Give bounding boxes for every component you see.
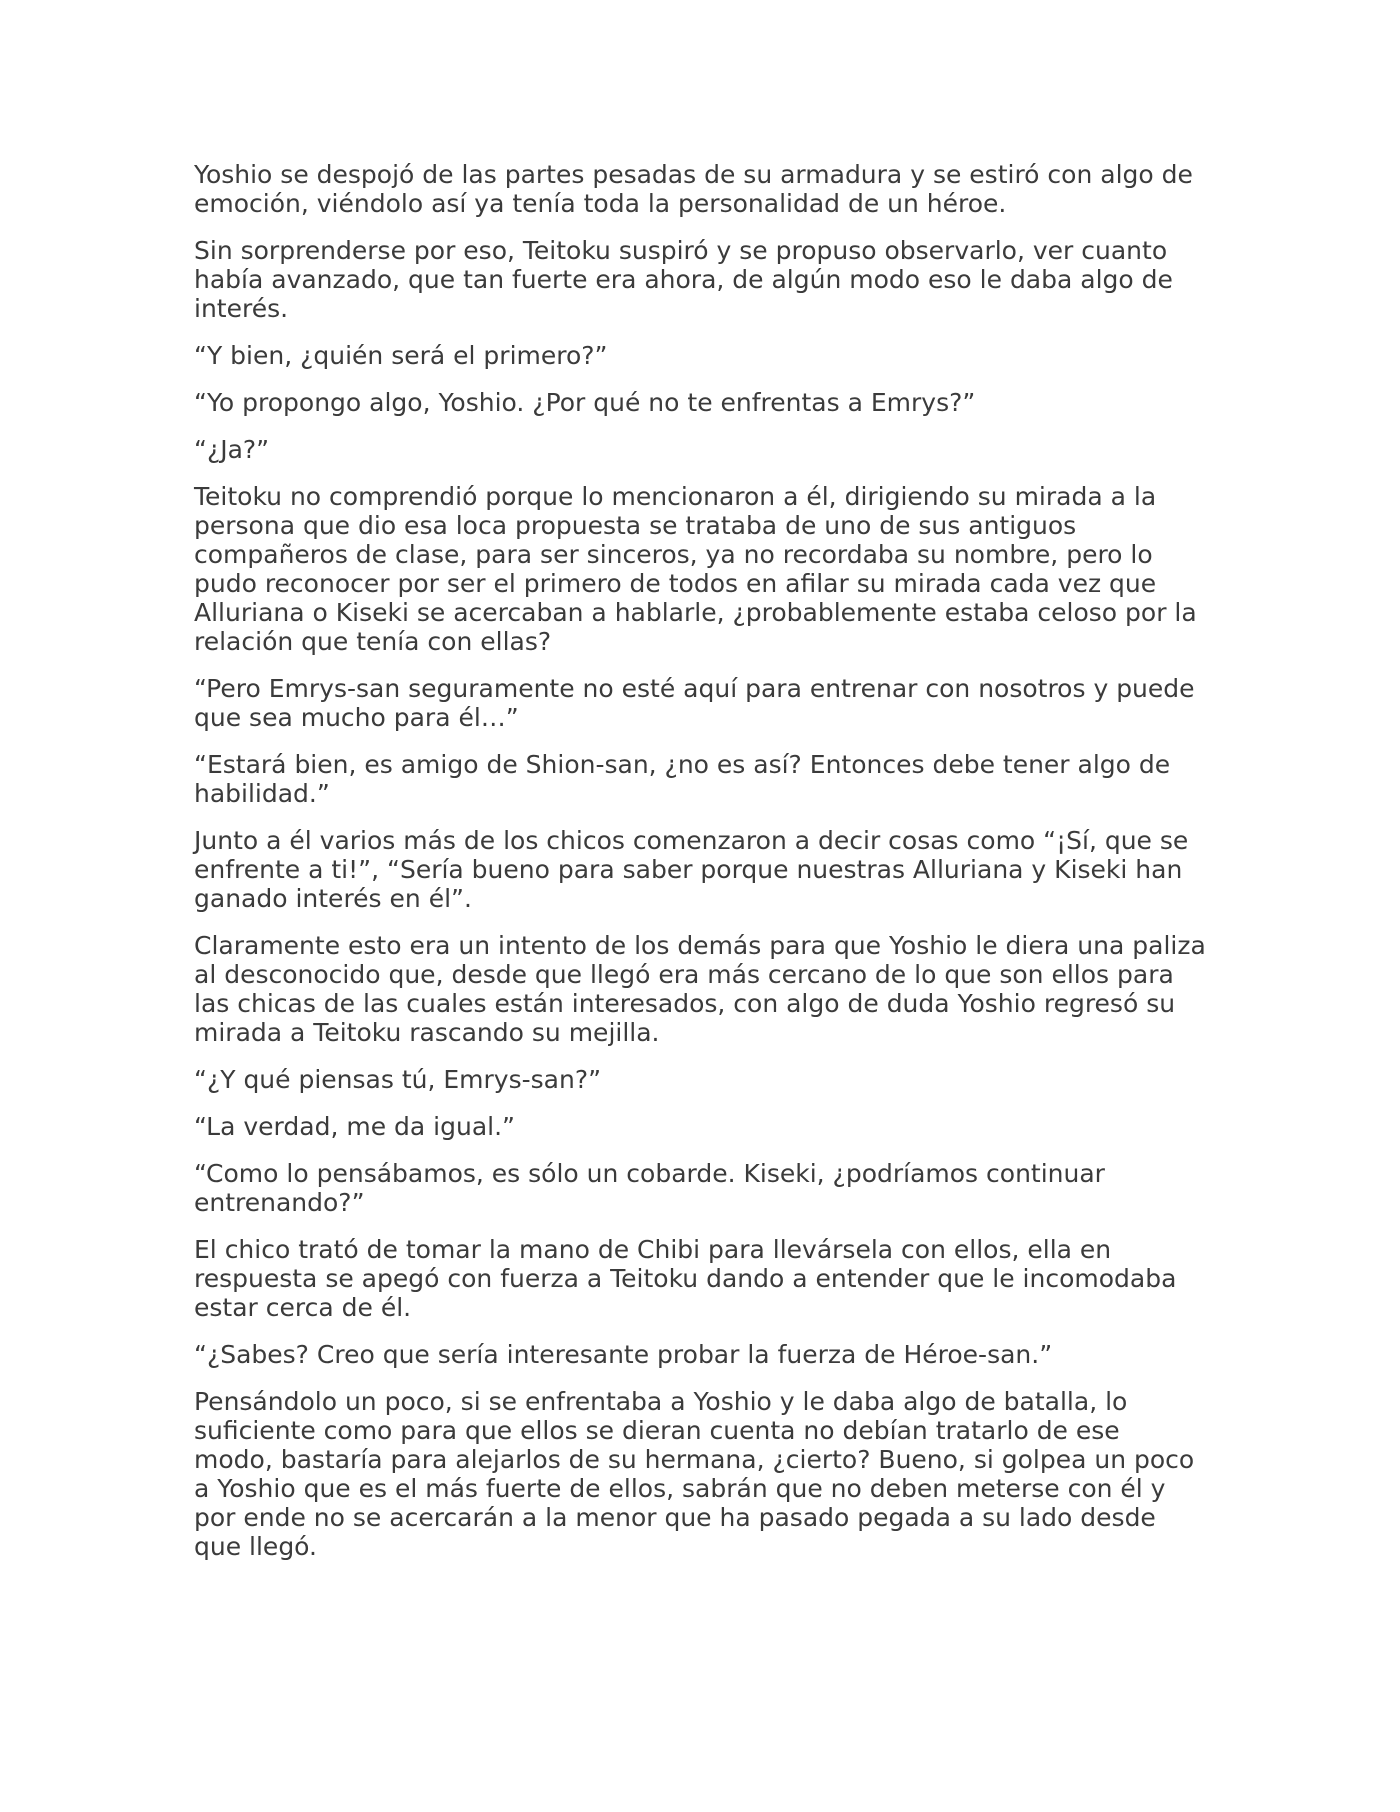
paragraph-10: Claramente esto era un intento de los demás para que Yoshio le diera una paliza al desconocido que, desde que llegó era más cercano de lo que son ellos para las chicas de las cuales están interesados, con algo de duda Yoshio regresó su mirada a Teitoku rascando su mejilla. (194, 931, 1206, 1047)
paragraph-6: Teitoku no comprendió porque lo mencionaron a él, dirigiendo su mirada a la persona que dio esa loca propuesta se trataba de uno de sus antiguos compañeros de clase, para ser sinceros, ya no recordaba su nombre, pero lo pudo reconocer por ser el primero de todos en afilar su mirada cada vez que Alluriana o Kiseki se acercaban a hablarle, ¿probablemente estaba celoso por la relación que tenía con ellas? (194, 482, 1197, 656)
paragraph-11: “¿Y qué piensas tú, Emrys-san?” (194, 1065, 602, 1094)
paragraph-2: Sin sorprenderse por eso, Teitoku suspiró y se propuso observarlo, ver cuanto había avanzado, que tan fuerte era ahora, de algún modo eso le daba algo de interés. (194, 236, 1173, 323)
document-body (194, 160, 1206, 1579)
paragraph-16: Pensándolo un poco, si se enfrentaba a Yoshio y le daba algo de batalla, lo suficiente como para que ellos se dieran cuenta no debían tratarlo de ese modo, bastaría para alejarlos de su hermana, ¿cierto? Bueno, si golpea un poco a Yoshio que es el más fuerte de ellos, sabrán que no deben meterse con él y por ende no se acercarán a la menor que ha pasado pegada a su lado desde que llegó. (194, 1387, 1195, 1561)
paragraph-5: “¿Ja?” (194, 435, 270, 464)
paragraph-14: El chico trató de tomar la mano de Chibi para llevársela con ellos, ella en respuesta se apegó con fuerza a Teitoku dando a entender que le incomodaba estar cerca de él. (194, 1235, 1177, 1322)
paragraph-12: “La verdad, me da igual.” (194, 1112, 515, 1141)
paragraph-7: “Pero Emrys-san seguramente no esté aquí para entrenar con nosotros y puede que sea mucho para él…” (194, 674, 1195, 732)
paragraph-9: Junto a él varios más de los chicos comenzaron a decir cosas como “¡Sí, que se enfrente a ti!”, “Sería bueno para saber porque nuestras Alluriana y Kiseki han ganado interés en él”. (194, 826, 1189, 913)
paragraph-1: Yoshio se despojó de las partes pesadas de su armadura y se estiró con algo de emoción, viéndolo así ya tenía toda la personalidad de un héroe. (194, 160, 1193, 218)
paragraph-13: “Como lo pensábamos, es sólo un cobarde. Kiseki, ¿podríamos continuar entrenando?” (194, 1159, 1105, 1217)
paragraph-8: “Estará bien, es amigo de Shion-san, ¿no es así? Entonces debe tener algo de habilidad.” (194, 750, 1171, 808)
paragraph-15: “¿Sabes? Creo que sería interesante probar la fuerza de Héroe-san.” (194, 1340, 1053, 1369)
paragraph-4: “Yo propongo algo, Yoshio. ¿Por qué no te enfrentas a Emrys?” (194, 388, 976, 417)
paragraph-3: “Y bien, ¿quién será el primero?” (194, 341, 608, 370)
